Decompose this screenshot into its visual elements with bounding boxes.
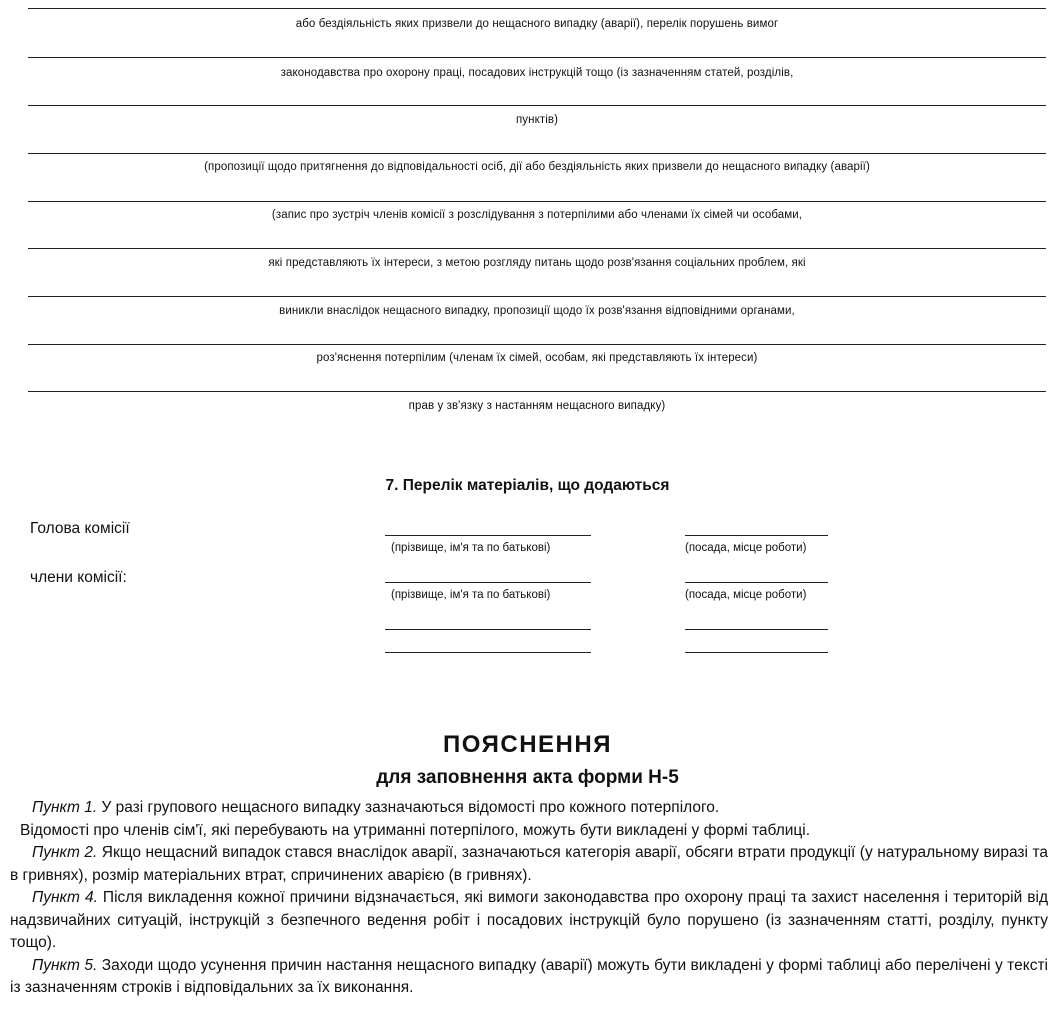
signature-line <box>385 652 591 653</box>
section-7-title: 7. Перелік матеріалів, що додаються <box>385 477 670 494</box>
signature-line <box>385 535 591 536</box>
signature-line <box>685 582 828 583</box>
note-text: У разі групового нещасного випадку зазначаються відомості про кожного потерпілого. <box>97 799 720 816</box>
note-label: Пункт 1. <box>32 799 98 816</box>
position-caption: (посада, місце роботи) <box>685 589 807 601</box>
field-caption: виникли внаслідок нещасного випадку, пропозиції щодо їх розв'язання відповідними органами, <box>279 305 795 317</box>
name-caption: (прізвище, ім'я та по батькові) <box>391 589 551 601</box>
signature-line <box>685 652 828 653</box>
note-label: Пункт 5. <box>32 956 98 974</box>
field-caption: (пропозиції щодо притягнення до відповідальності осіб, дії або бездіяльність яких призвели до нещасного випадку (аварії) <box>204 161 870 173</box>
note-paragraph <box>10 842 1048 887</box>
fill-line <box>28 391 1046 392</box>
field-caption: або бездіяльність яких призвели до нещасного випадку (аварії), перелік порушень вимог <box>295 18 779 30</box>
fill-line <box>28 344 1046 345</box>
signature-line <box>685 629 828 630</box>
signature-line <box>685 535 828 536</box>
signature-line <box>385 582 591 583</box>
explanation-subtitle: для заповнення акта форми Н-5 <box>376 767 679 788</box>
position-caption: (посада, місце роботи) <box>685 542 807 554</box>
signature-line <box>385 629 591 630</box>
field-caption: роз'яснення потерпілим (членам їх сімей, особам, які представляють їх інтереси) <box>316 352 758 364</box>
explanation-title: ПОЯСНЕННЯ <box>443 731 612 758</box>
note-text: Відомості про членів сім'ї, які перебувають на утриманні потерпілого, можуть бути викладені у формі таблиці. <box>20 821 811 839</box>
fill-line <box>28 105 1046 106</box>
name-caption: (прізвище, ім'я та по батькові) <box>391 542 551 554</box>
note-paragraph <box>10 887 1048 955</box>
field-caption: законодавства про охорону праці, посадових інструкцій тощо (із зазначенням статей, розділів, <box>280 67 794 79</box>
note-text: Заходи щодо усунення причин настання нещасного випадку (аварії) можуть бути викладені у формі таблиці або перелічені у тексті із зазначенням строків і відповідальних за їх виконання. <box>10 956 1048 996</box>
field-caption: які представляють їх інтереси, з метою розгляду питань щодо розв'язання соціальних проблем, які <box>268 257 806 269</box>
field-caption: пунктів) <box>515 114 559 126</box>
fill-line <box>28 153 1046 154</box>
fill-line <box>28 248 1046 249</box>
note-label: Пункт 2. <box>32 844 98 861</box>
note-paragraph <box>10 797 1048 820</box>
fill-line <box>28 8 1046 9</box>
field-caption: (запис про зустріч членів комісії з розслідування з потерпілими або членами їх сімей чи особами, <box>271 209 803 221</box>
note-text: Якщо нещасний випадок стався внаслідок аварії, зазначаються категорія аварії, обсяги втрати продукції (у натуральному виразі та в гривнях), розмір матеріальних втрат, спричинених аварією (в гривнях). <box>10 844 1049 884</box>
note-text: Після викладення кожної причини відзначається, які вимоги законодавства про охорону праці та захист населення і територій від надзвичайних ситуацій, інструкцій з безпечного ведення робіт і посадових інструкцій було порушено (із зазначенням статті, розділу, пункту тощо). <box>10 889 1048 951</box>
note-paragraph <box>10 820 1048 843</box>
fill-line <box>28 57 1046 58</box>
note-label: Пункт 4. <box>32 889 98 906</box>
fill-line <box>28 201 1046 202</box>
members-label: члени комісії: <box>30 569 127 586</box>
chair-label: Голова комісії <box>30 520 130 537</box>
field-caption: прав у зв'язку з настанням нещасного випадку) <box>408 400 666 412</box>
fill-line <box>28 296 1046 297</box>
note-paragraph <box>10 955 1048 1000</box>
explanation-notes <box>10 797 1048 1000</box>
